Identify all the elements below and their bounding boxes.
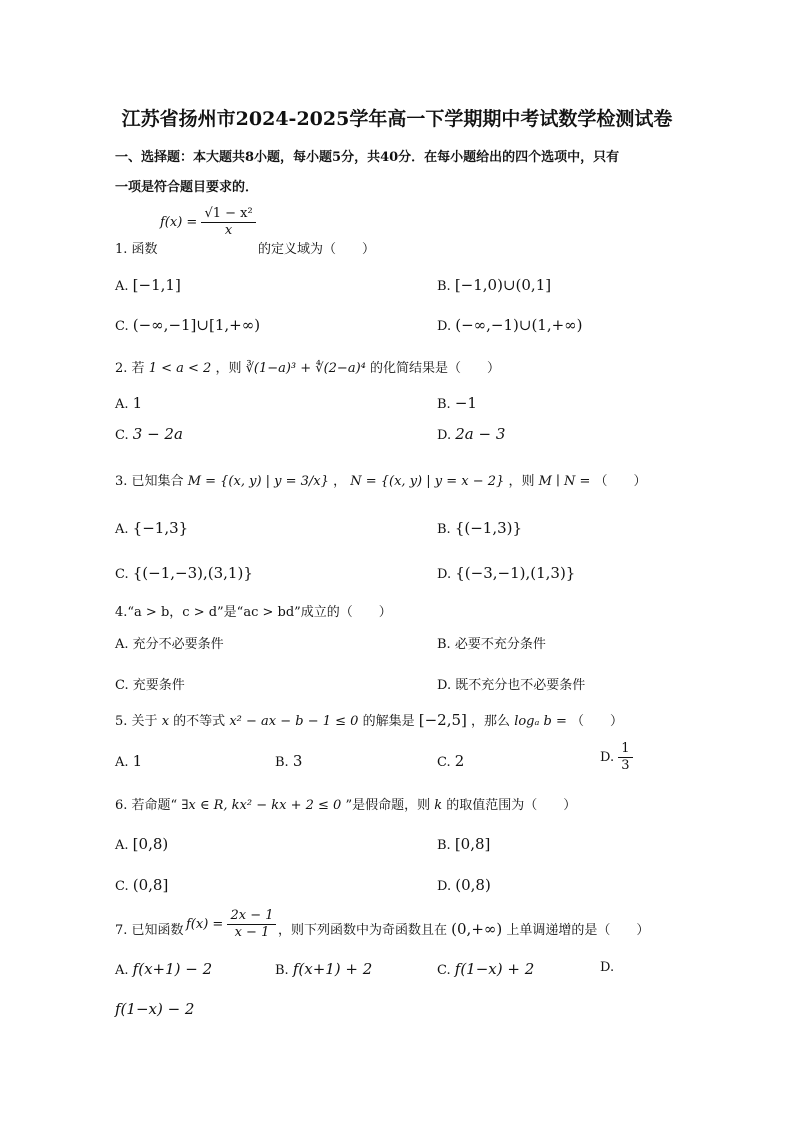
q1-option-c-label: C. <box>115 319 129 334</box>
q7-mid: ，则下列函数中为奇函数且在 <box>278 923 448 938</box>
section-heading-line1: 一、选择题：本大题共8小题，每小题5分，共40分．在每小题给出的四个选项中，只有 <box>115 150 620 165</box>
q2-expression: ∛(1−a)³ + ∜(2−a)⁴ <box>245 361 366 376</box>
question-7-rest <box>278 919 649 938</box>
q1-option-c-value: (−∞,−1]∪[1,+∞) <box>132 316 261 334</box>
q1-option-c <box>115 316 260 334</box>
question-7-prefix: 7. 已知函数 <box>115 923 184 938</box>
q3-set-m: M = {(x, y) | y = 3/x} <box>187 474 329 489</box>
q2-option-b <box>437 394 477 412</box>
q3-mid: ，则 <box>508 474 535 489</box>
q1-option-b <box>437 276 551 294</box>
q5-mid1: 的不等式 <box>173 714 226 729</box>
q6-option-d-label: D. <box>437 879 452 894</box>
q7-interval: (0,+∞) <box>451 920 503 938</box>
q3-option-c-value: {(−1,−3),(3,1)} <box>132 564 253 582</box>
q7-option-d-label: D. <box>600 960 615 975</box>
q4-option-b: B. 必要不充分条件 <box>437 637 546 652</box>
q2-option-c <box>115 425 183 443</box>
q5-option-b <box>275 752 302 770</box>
q2-option-a-value: 1 <box>132 394 143 412</box>
q7-option-a-label: A. <box>115 963 129 978</box>
question-2 <box>115 357 500 376</box>
q5-suffix: （ ） <box>571 714 624 729</box>
q3-option-d-label: D. <box>437 567 452 582</box>
q1-func-numerator: √1 − x² <box>201 206 255 223</box>
q2-condition: 1 < a < 2 <box>148 361 212 376</box>
q5-option-d-denominator: 3 <box>621 758 630 773</box>
q2-mid: ，则 <box>215 361 242 376</box>
question-7-function <box>186 908 276 941</box>
q3-option-a <box>115 519 188 537</box>
q2-option-c-value: 3 − 2a <box>132 425 183 443</box>
q2-option-d <box>437 425 505 443</box>
q3-option-b <box>437 519 522 537</box>
q5-log: logₐ b = <box>514 714 567 729</box>
q5-mid2: 的解集是 <box>362 714 415 729</box>
q1-option-d-label: D. <box>437 319 452 334</box>
q3-option-c-label: C. <box>115 567 129 582</box>
q5-option-a-value: 1 <box>132 752 143 770</box>
q4-option-d: D. 既不充分也不必要条件 <box>437 678 586 693</box>
q7-option-b-label: B. <box>275 963 289 978</box>
q5-inequality: x² − ax − b − 1 ≤ 0 <box>229 714 359 729</box>
q6-option-c-value: (0,8] <box>132 876 169 894</box>
q6-suffix: 的取值范围为（ ） <box>446 798 577 813</box>
q3-sep: ， <box>333 474 347 489</box>
q6-option-a <box>115 835 168 853</box>
q3-option-d-value: {(−3,−1),(1,3)} <box>455 564 576 582</box>
q1-option-a-label: A. <box>115 279 129 294</box>
q6-variable: k <box>434 798 443 813</box>
q1-option-a <box>115 276 181 294</box>
q7-option-c-value: f(1−x) + 2 <box>454 960 535 978</box>
q6-option-a-value: [0,8) <box>132 835 169 853</box>
q5-option-d-label: D. <box>600 750 615 765</box>
q6-option-b-label: B. <box>437 838 451 853</box>
q6-option-c <box>115 876 168 894</box>
q5-option-b-value: 3 <box>292 752 303 770</box>
section-heading-line2: 一项是符合题目要求的． <box>115 180 259 195</box>
q5-option-c <box>437 752 464 770</box>
question-1-suffix: 的定义域为（ ） <box>258 242 376 257</box>
q2-prefix: 2. 若 <box>115 361 145 376</box>
q1-option-b-label: B. <box>437 279 451 294</box>
q5-option-c-value: 2 <box>454 752 465 770</box>
q2-option-a <box>115 394 142 412</box>
q7-option-c-label: C. <box>437 963 451 978</box>
q5-prefix: 5. 关于 <box>115 714 158 729</box>
q1-func-lhs: f(x) = <box>160 215 198 230</box>
q1-func-fraction <box>201 206 255 239</box>
q3-option-b-label: B. <box>437 522 451 537</box>
page-title: 江苏省扬州市2024-2025学年高一下学期期中考试数学检测试卷 <box>121 108 673 130</box>
q1-func-denominator: x <box>224 223 233 238</box>
q3-option-a-value: {−1,3} <box>132 519 189 537</box>
q5-option-a <box>115 752 142 770</box>
q7-option-b <box>275 960 372 978</box>
q2-option-d-label: D. <box>437 428 452 443</box>
q2-option-c-label: C. <box>115 428 129 443</box>
q7-func-numerator: 2x − 1 <box>227 908 276 925</box>
q7-option-c <box>437 960 534 978</box>
q7-option-d-value <box>115 1000 194 1018</box>
q7-option-d-expression: f(1−x) − 2 <box>115 1000 195 1018</box>
question-3 <box>115 470 647 489</box>
q5-option-d-fraction <box>618 741 632 774</box>
question-1-prefix: 1. 函数 <box>115 242 158 257</box>
q6-prefix: 6. 若命题“ <box>115 798 178 813</box>
q3-expression: M ∣ N = <box>538 474 591 489</box>
q5-variable: x <box>161 714 170 729</box>
q2-option-a-label: A. <box>115 397 129 412</box>
q2-option-d-value: 2a − 3 <box>455 425 506 443</box>
q3-suffix: （ ） <box>594 474 647 489</box>
question-4-stem: 4.“a > b，c > d”是“ac > bd”成立的（ ） <box>115 605 392 620</box>
q2-suffix: 的化简结果是（ ） <box>370 361 501 376</box>
q2-option-b-value: −1 <box>454 394 477 412</box>
q5-option-d-numerator: 1 <box>618 741 632 758</box>
q6-option-b <box>437 835 490 853</box>
q3-prefix: 3. 已知集合 <box>115 474 184 489</box>
q1-option-d-value: (−∞,−1)∪(1,+∞) <box>455 316 583 334</box>
q3-set-n: N = {(x, y) | y = x − 2} <box>350 474 505 489</box>
q6-option-a-label: A. <box>115 838 129 853</box>
q3-option-d <box>437 564 575 582</box>
q5-option-a-label: A. <box>115 755 129 770</box>
q7-option-a-value: f(x+1) − 2 <box>132 960 213 978</box>
q1-option-b-value: [−1,0)∪(0,1] <box>454 276 552 294</box>
q7-option-a <box>115 960 212 978</box>
q3-option-a-label: A. <box>115 522 129 537</box>
q4-option-c: C. 充要条件 <box>115 678 185 693</box>
q5-option-d <box>600 741 633 774</box>
question-1-function <box>160 206 256 239</box>
q7-func-fraction <box>227 908 276 941</box>
q7-option-b-value: f(x+1) + 2 <box>292 960 373 978</box>
q7-func-denominator: x − 1 <box>234 925 270 940</box>
q3-option-b-value: {(−1,3)} <box>454 519 523 537</box>
q1-option-a-value: [−1,1] <box>132 276 181 294</box>
q4-option-a: A. 充分不必要条件 <box>115 637 224 652</box>
q6-option-d <box>437 876 491 894</box>
q5-option-b-label: B. <box>275 755 289 770</box>
q5-mid3: ，那么 <box>471 714 511 729</box>
q5-interval: [−2,5] <box>418 711 467 729</box>
q7-func-lhs: f(x) = <box>186 917 224 932</box>
q5-option-c-label: C. <box>437 755 451 770</box>
q6-option-c-label: C. <box>115 879 129 894</box>
q7-suffix: 上单调递增的是（ ） <box>506 923 650 938</box>
q6-mid: ”是假命题，则 <box>345 798 431 813</box>
q6-expression: ∃x ∈ R, kx² − kx + 2 ≤ 0 <box>181 798 342 813</box>
question-6 <box>115 794 576 813</box>
q6-option-d-value: (0,8) <box>455 876 491 894</box>
q3-option-c <box>115 564 253 582</box>
q1-option-d <box>437 316 583 334</box>
q6-option-b-value: [0,8] <box>454 835 491 853</box>
question-5 <box>115 710 623 729</box>
q2-option-b-label: B. <box>437 397 451 412</box>
